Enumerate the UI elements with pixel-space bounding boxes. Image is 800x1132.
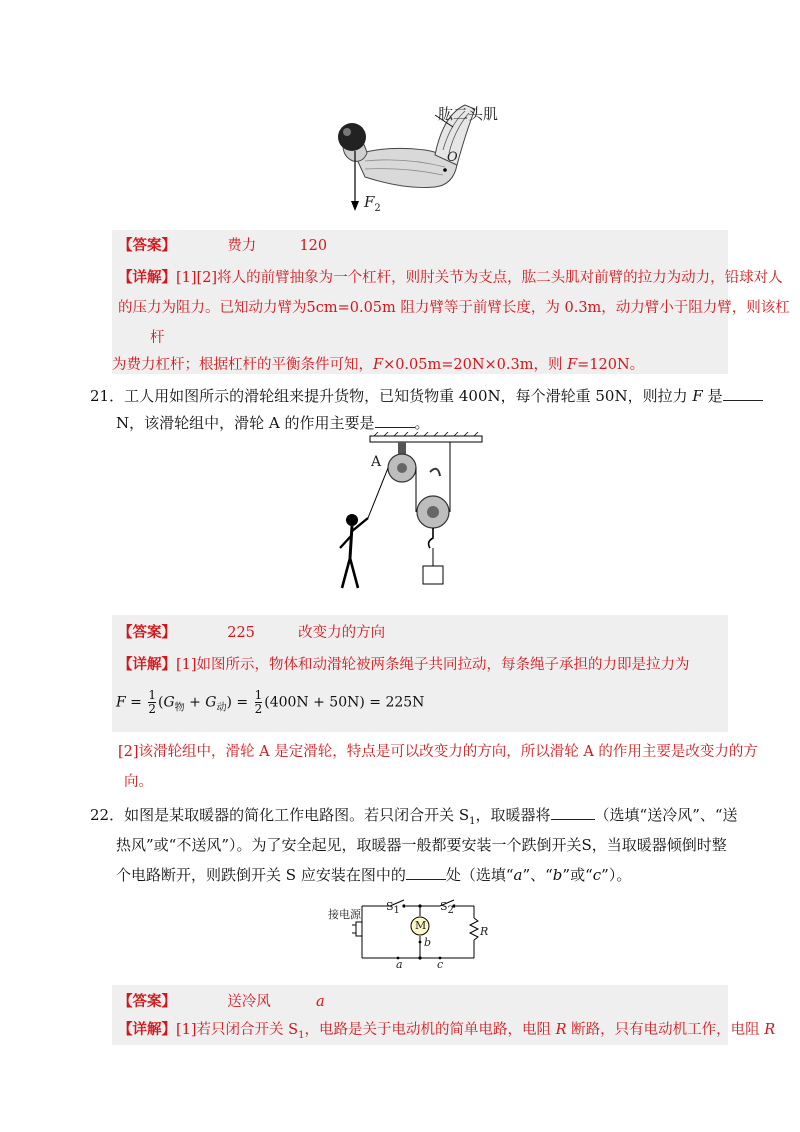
detail-label: 【详解】 <box>118 269 176 286</box>
answer-value: a <box>315 994 325 1010</box>
point-b-label: b <box>424 936 432 949</box>
fulcrum-label: O <box>447 150 458 165</box>
answer-label: 【答案】 <box>118 993 176 1010</box>
point-c-label: c <box>437 958 444 971</box>
detail-line: [2]该滑轮组中，滑轮 A 是定滑轮，特点是可以改变力的方向，所以滑轮 A 的作用主要是改变力的方 <box>118 744 758 760</box>
answer-blank <box>375 413 415 428</box>
answer-label: 【答案】 <box>118 624 176 641</box>
detail-label: 【详解】 <box>118 656 176 673</box>
power-source-label: 接电源 <box>328 908 361 921</box>
detail-line: 【详解】[1]若只闭合开关 $S_1$，电路是关于电动机的简单电路，电阻 R 断路，只有电动机工作，电阻 R <box>118 1021 776 1041</box>
answer-blank <box>551 805 595 820</box>
answer-value: 120 <box>299 238 328 254</box>
answer-value: 225 <box>227 625 255 641</box>
biceps-label: 肱二头肌 <box>438 105 499 123</box>
detail-line: 的压力为阻力。已知动力臂为5cm=0.05m 阻力臂等于前臂长度，为 0.3m，动力臂小于阻力臂，则该杠 <box>118 300 790 316</box>
pulley-a-label: A <box>371 454 382 470</box>
answer-blank <box>723 386 763 401</box>
circuit-diagram <box>322 892 502 974</box>
question-21-line-2: N，该滑轮组中，滑轮 A 的作用主要是 。 <box>116 414 430 432</box>
resistor-label: R <box>480 925 489 938</box>
answer-blank <box>406 865 446 880</box>
cargo-box <box>423 566 443 584</box>
formula: F = $\frac{1}{2}$ $(G_物 + G_动)$ = $\frac{1}{2}$ (400N + 50N) = 225N <box>116 688 425 716</box>
pulley-figure <box>330 432 490 592</box>
answer-line-22 <box>118 990 325 1011</box>
switch-s2-label: $S_2$ <box>440 900 454 917</box>
answer-value: 费力 <box>227 238 257 254</box>
answer-line-20 <box>118 234 327 255</box>
question-22-line-3: 个电路断开，则跌倒开关 S 应安装在图中的 处（选填“a”、“b”或“c”）。 <box>116 866 632 884</box>
answer-value: 送冷风 <box>227 994 271 1010</box>
detail-line: 【详解】[1][2]将人的前臂抽象为一个杠杆，则肘关节为支点，肱二头肌对前臂的拉力为动力，铅球对人 <box>118 269 783 286</box>
detail-line: 向。 <box>124 774 153 790</box>
switch-s1-label: $S_1$ <box>386 900 400 917</box>
point-a-label: a <box>396 958 403 971</box>
detail-line: 为费力杠杆；根据杠杆的平衡条件可知，F×0.05m=20N×0.3m，则 F=120N。 <box>112 357 645 373</box>
answer-line-21 <box>118 621 385 642</box>
force-label: $F_2$ <box>364 193 381 214</box>
answer-label: 【答案】 <box>118 237 176 254</box>
shot-put-ball <box>338 123 366 151</box>
motor-label: M <box>415 919 427 932</box>
detail-line: 杆 <box>150 330 165 346</box>
answer-value: 改变力的方向 <box>298 625 386 641</box>
detail-label: 【详解】 <box>118 1021 176 1038</box>
question-22-line-2: 热风”或“不送风”）。为了安全起见，取暖器一般都要安装一个跌倒开关S，当取暖器倾倒时整 <box>116 836 727 854</box>
answer-block-21 <box>112 615 728 732</box>
question-22-line-1: 22．如图是某取暖器的简化工作电路图。若只闭合开关 $S_1$，取暖器将 （选填“送冷风”、“送 <box>90 806 738 827</box>
question-21-line-1: 21．工人用如图所示的滑轮组来提升货物，已知货物重 400N，每个滑轮重 50N，则拉力 F 是 <box>90 385 763 406</box>
answer-block-22 <box>112 985 776 1045</box>
detail-line: 【详解】[1]如图所示，物体和动滑轮被两条绳子共同拉动，每条绳子承担的力即是拉力为 <box>118 656 690 673</box>
